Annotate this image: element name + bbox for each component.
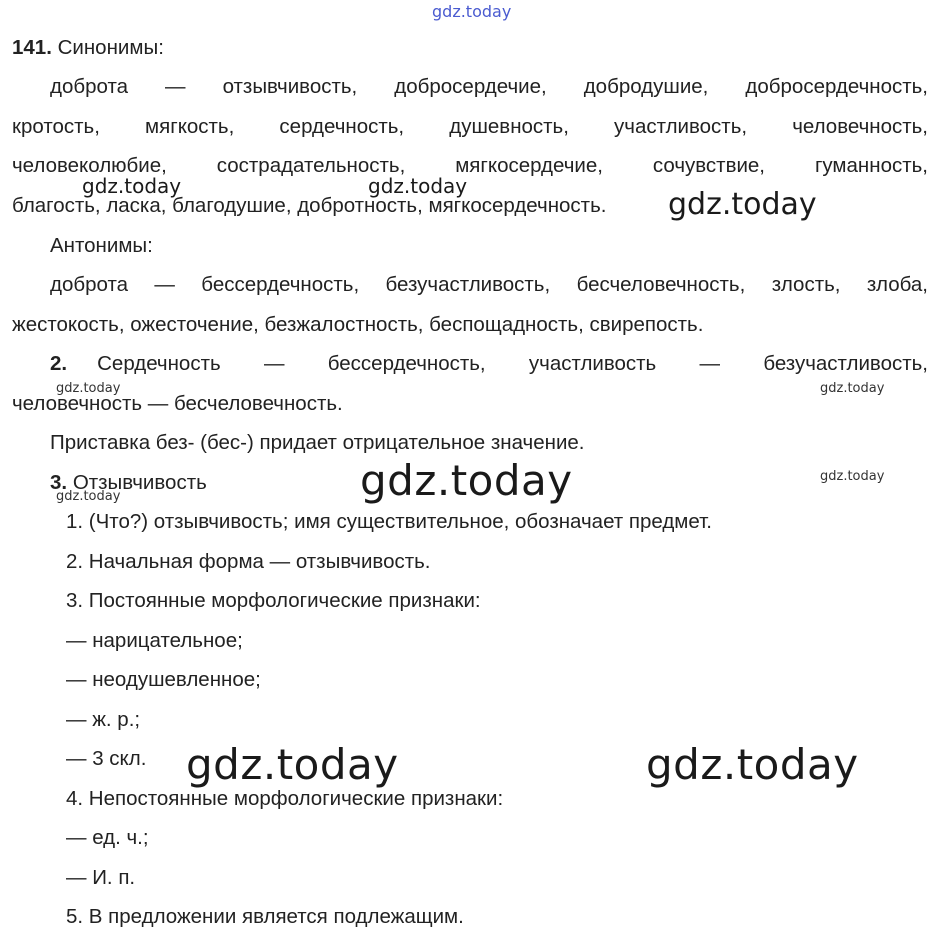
part2-number: 2.: [50, 352, 68, 375]
synonyms-line-2: кротость, мягкость, сердечность, душевность, участливость, человечность,: [12, 115, 928, 138]
watermark: gdz.today: [186, 740, 399, 789]
analysis-item-7: — 3 скл.: [66, 747, 147, 770]
watermark: gdz.today: [56, 489, 121, 504]
prefix-note: Приставка без- (бес-) придает отрицательное значение.: [50, 431, 585, 454]
analysis-item-3: 3. Постоянные морфологические признаки:: [66, 589, 481, 612]
part3-number: 3.: [50, 471, 68, 494]
analysis-item-8: 4. Непостоянные морфологические признаки:: [66, 787, 504, 810]
synonyms-line-3: человеколюбие, сострадательность, мягкосердечие, сочувствие, гуманность,: [12, 154, 928, 177]
task-number: 141.: [12, 36, 52, 59]
analysis-item-1: 1. (Что?) отзывчивость; имя существительное, обозначает предмет.: [66, 510, 712, 533]
watermark: gdz.today: [368, 174, 468, 198]
analysis-item-6: — ж. р.;: [66, 708, 141, 731]
part2-line-1: [50, 352, 928, 376]
watermark: gdz.today: [820, 469, 885, 484]
analysis-item-2: 2. Начальная форма — отзывчивость.: [66, 550, 431, 573]
watermark: gdz.today: [646, 740, 859, 789]
watermark: gdz.today: [56, 381, 121, 396]
watermark: gdz.today: [820, 381, 885, 396]
synonyms-line-1: доброта — отзывчивость, добросердечие, добродушие, добросердечность,: [50, 75, 928, 98]
part3-word: Отзывчивость: [72, 471, 207, 494]
watermark: gdz.today: [668, 187, 817, 222]
analysis-item-9: — ед. ч.;: [66, 826, 149, 849]
antonyms-line-1: доброта — бессердечность, безучастливость, бесчеловечность, злость, злоба,: [50, 273, 928, 296]
part2-line-2: человечность — бесчеловечность.: [12, 392, 343, 415]
analysis-item-5: — неодушевленное;: [66, 668, 261, 691]
synonyms-line-4: благость, ласка, благодушие, добротность, мягкосердечность.: [12, 194, 607, 217]
watermark: gdz.today: [360, 456, 573, 505]
watermark-top: gdz.today: [432, 2, 512, 21]
antonyms-heading: Антонимы:: [50, 234, 153, 257]
analysis-item-11: 5. В предложении является подлежащим.: [66, 905, 464, 928]
analysis-item-4: — нарицательное;: [66, 629, 243, 652]
watermark: gdz.today: [82, 174, 182, 198]
antonyms-line-2: жестокость, ожесточение, безжалостность, беспощадность, свирепость.: [12, 313, 704, 336]
task-header: [12, 36, 164, 60]
analysis-item-10: — И. п.: [66, 866, 136, 889]
part2-text: Сердечность — бессердечность, участливость — безучастливость,: [97, 352, 928, 375]
synonyms-heading: Синонимы:: [57, 36, 164, 59]
